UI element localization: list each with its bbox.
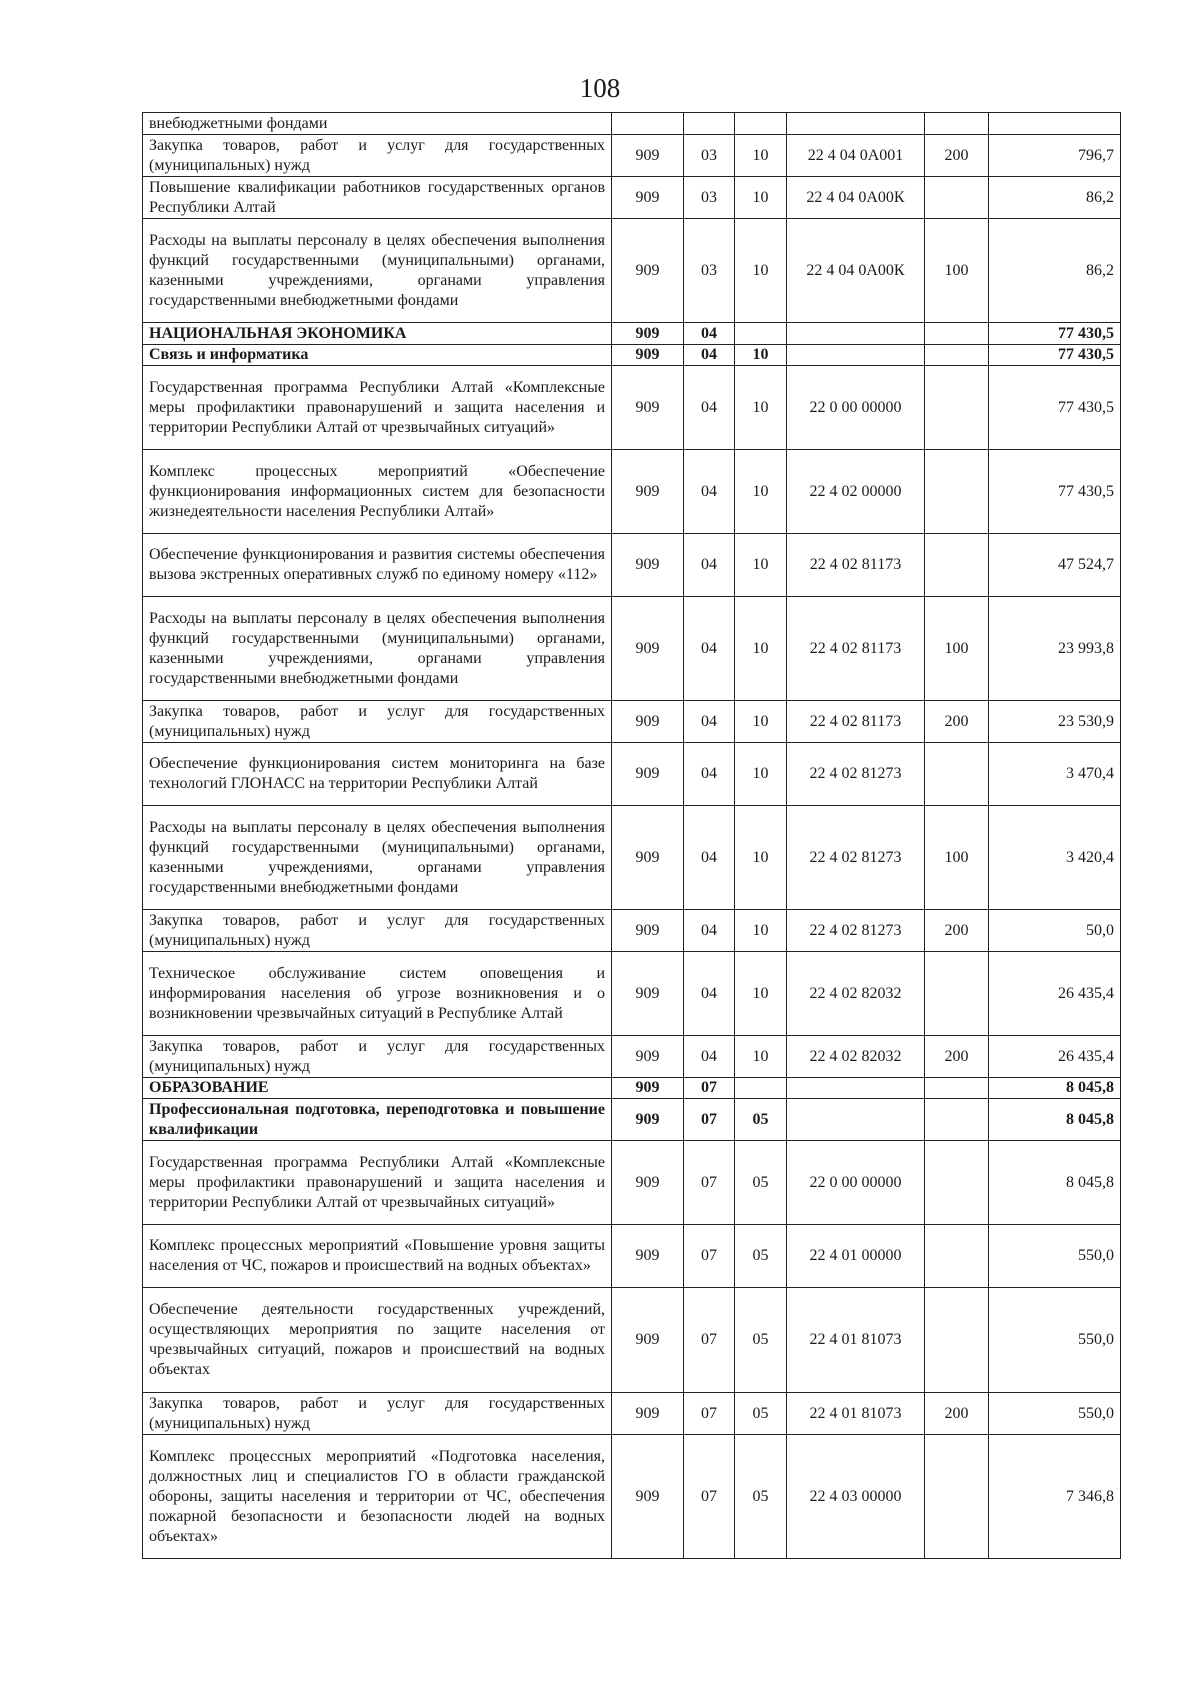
- subsection-code-cell: 05: [735, 1099, 787, 1141]
- target-article-cell: 22 4 01 81073: [787, 1288, 925, 1393]
- expense-type-cell: 100: [925, 597, 989, 701]
- expense-name-cell: Закупка товаров, работ и услуг для государственных (муниципальных) нужд: [143, 1393, 612, 1435]
- table-row: [143, 910, 1121, 952]
- section-code-cell: 07: [684, 1078, 735, 1099]
- expense-type-cell: 200: [925, 701, 989, 743]
- amount-cell: 23 530,9: [989, 701, 1121, 743]
- table-row: [143, 113, 1121, 135]
- amount-cell: 26 435,4: [989, 952, 1121, 1036]
- amount-cell: 23 993,8: [989, 597, 1121, 701]
- table-row: [143, 345, 1121, 366]
- subsection-code-cell: 05: [735, 1393, 787, 1435]
- expense-name-cell: ОБРАЗОВАНИЕ: [143, 1078, 612, 1099]
- subsection-code-cell: 10: [735, 597, 787, 701]
- subsection-code-cell: 10: [735, 345, 787, 366]
- table-row: [143, 450, 1121, 534]
- section-code-cell: 07: [684, 1393, 735, 1435]
- ministry-code-cell: 909: [612, 219, 684, 323]
- expense-type-cell: 200: [925, 135, 989, 177]
- ministry-code-cell: 909: [612, 135, 684, 177]
- table-row: [143, 1036, 1121, 1078]
- expense-type-cell: [925, 743, 989, 806]
- table-row: [143, 366, 1121, 450]
- section-code-cell: 04: [684, 701, 735, 743]
- expense-type-cell: [925, 113, 989, 135]
- target-article-cell: 22 4 02 81173: [787, 597, 925, 701]
- subsection-code-cell: 05: [735, 1225, 787, 1288]
- section-code-cell: 04: [684, 952, 735, 1036]
- section-code-cell: [684, 113, 735, 135]
- expense-type-cell: [925, 345, 989, 366]
- target-article-cell: 22 4 02 81173: [787, 701, 925, 743]
- expense-type-cell: [925, 366, 989, 450]
- ministry-code-cell: 909: [612, 806, 684, 910]
- table-row: [143, 1393, 1121, 1435]
- ministry-code-cell: 909: [612, 952, 684, 1036]
- subsection-code-cell: 10: [735, 135, 787, 177]
- subsection-code-cell: 10: [735, 701, 787, 743]
- target-article-cell: 22 4 01 00000: [787, 1225, 925, 1288]
- expense-type-cell: 100: [925, 219, 989, 323]
- ministry-code-cell: 909: [612, 1225, 684, 1288]
- target-article-cell: [787, 1099, 925, 1141]
- target-article-cell: 22 4 02 81273: [787, 910, 925, 952]
- page-number: 108: [579, 73, 621, 103]
- amount-cell: 86,2: [989, 177, 1121, 219]
- target-article-cell: 22 4 04 0А00К: [787, 177, 925, 219]
- target-article-cell: [787, 1078, 925, 1099]
- table-row: [143, 1225, 1121, 1288]
- ministry-code-cell: 909: [612, 366, 684, 450]
- target-article-cell: [787, 113, 925, 135]
- subsection-code-cell: 10: [735, 1036, 787, 1078]
- expense-name-cell: Обеспечение функционирования и развития системы обеспечения вызова экстренных оперативных служб по единому номеру «112»: [143, 534, 612, 597]
- budget-table: [142, 112, 1121, 1559]
- ministry-code-cell: 909: [612, 743, 684, 806]
- subsection-code-cell: [735, 113, 787, 135]
- target-article-cell: [787, 345, 925, 366]
- subsection-code-cell: 10: [735, 177, 787, 219]
- target-article-cell: 22 4 02 81273: [787, 743, 925, 806]
- expense-type-cell: [925, 952, 989, 1036]
- expense-name-cell: Техническое обслуживание систем оповещения и информирования населения об угрозе возникновения и о возникновении чрезвычайных ситуаций в Республике Алтай: [143, 952, 612, 1036]
- expense-type-cell: [925, 1225, 989, 1288]
- expense-name-cell: Профессиональная подготовка, переподготовка и повышение квалификации: [143, 1099, 612, 1141]
- table-row: [143, 135, 1121, 177]
- table-body: [143, 113, 1121, 1559]
- expense-type-cell: [925, 534, 989, 597]
- expense-name-cell: Закупка товаров, работ и услуг для государственных (муниципальных) нужд: [143, 135, 612, 177]
- target-article-cell: 22 4 02 81273: [787, 806, 925, 910]
- expense-name-cell: внебюджетными фондами: [143, 113, 612, 135]
- ministry-code-cell: 909: [612, 345, 684, 366]
- section-code-cell: 04: [684, 534, 735, 597]
- expense-type-cell: [925, 1078, 989, 1099]
- section-code-cell: 07: [684, 1288, 735, 1393]
- table-row: [143, 1288, 1121, 1393]
- expense-name-cell: НАЦИОНАЛЬНАЯ ЭКОНОМИКА: [143, 323, 612, 345]
- section-code-cell: 03: [684, 219, 735, 323]
- amount-cell: 7 346,8: [989, 1435, 1121, 1559]
- table-row: [143, 952, 1121, 1036]
- ministry-code-cell: 909: [612, 1435, 684, 1559]
- amount-cell: 77 430,5: [989, 345, 1121, 366]
- table-row: [143, 323, 1121, 345]
- section-code-cell: 07: [684, 1225, 735, 1288]
- table-row: [143, 219, 1121, 323]
- table-row: [143, 743, 1121, 806]
- section-code-cell: 04: [684, 366, 735, 450]
- table-row: [143, 1078, 1121, 1099]
- expense-type-cell: 200: [925, 910, 989, 952]
- table-row: [143, 1435, 1121, 1559]
- section-code-cell: 03: [684, 177, 735, 219]
- section-code-cell: 04: [684, 323, 735, 345]
- target-article-cell: 22 0 00 00000: [787, 366, 925, 450]
- ministry-code-cell: 909: [612, 177, 684, 219]
- expense-name-cell: Государственная программа Республики Алтай «Комплексные меры профилактики правонарушений и защита населения и территории Республики Алтай от чрезвычайных ситуаций»: [143, 366, 612, 450]
- ministry-code-cell: 909: [612, 450, 684, 534]
- subsection-code-cell: [735, 323, 787, 345]
- target-article-cell: 22 4 01 81073: [787, 1393, 925, 1435]
- ministry-code-cell: 909: [612, 323, 684, 345]
- target-article-cell: 22 4 02 82032: [787, 1036, 925, 1078]
- section-code-cell: 04: [684, 910, 735, 952]
- expense-name-cell: Комплекс процессных мероприятий «Подготовка населения, должностных лиц и специалистов ГО в области гражданской обороны, защиты населения и территории от ЧС, обеспечения пожарной безопасности и безопасности людей на водных объектах»: [143, 1435, 612, 1559]
- target-article-cell: 22 4 04 0А00К: [787, 219, 925, 323]
- amount-cell: 50,0: [989, 910, 1121, 952]
- ministry-code-cell: 909: [612, 1036, 684, 1078]
- amount-cell: 3 470,4: [989, 743, 1121, 806]
- subsection-code-cell: 05: [735, 1288, 787, 1393]
- table-row: [143, 1099, 1121, 1141]
- amount-cell: 77 430,5: [989, 323, 1121, 345]
- section-code-cell: 04: [684, 345, 735, 366]
- target-article-cell: 22 4 02 00000: [787, 450, 925, 534]
- ministry-code-cell: 909: [612, 1393, 684, 1435]
- subsection-code-cell: [735, 1078, 787, 1099]
- expense-name-cell: Обеспечение функционирования систем мониторинга на базе технологий ГЛОНАСС на территории Республики Алтай: [143, 743, 612, 806]
- section-code-cell: 04: [684, 1036, 735, 1078]
- section-code-cell: 07: [684, 1435, 735, 1559]
- ministry-code-cell: 909: [612, 910, 684, 952]
- expense-name-cell: Обеспечение деятельности государственных учреждений, осуществляющих мероприятия по защите населения от чрезвычайных ситуаций, пожаров и происшествий на водных объектах: [143, 1288, 612, 1393]
- amount-cell: 26 435,4: [989, 1036, 1121, 1078]
- expense-type-cell: [925, 1288, 989, 1393]
- expense-type-cell: 200: [925, 1036, 989, 1078]
- subsection-code-cell: 10: [735, 450, 787, 534]
- expense-name-cell: Закупка товаров, работ и услуг для государственных (муниципальных) нужд: [143, 701, 612, 743]
- table-row: [143, 1141, 1121, 1225]
- ministry-code-cell: 909: [612, 1288, 684, 1393]
- amount-cell: 3 420,4: [989, 806, 1121, 910]
- expense-name-cell: Связь и информатика: [143, 345, 612, 366]
- ministry-code-cell: [612, 113, 684, 135]
- expense-name-cell: Государственная программа Республики Алтай «Комплексные меры профилактики правонарушений и защита населения и территории Республики Алтай от чрезвычайных ситуаций»: [143, 1141, 612, 1225]
- table-row: [143, 597, 1121, 701]
- expense-type-cell: 200: [925, 1393, 989, 1435]
- subsection-code-cell: 10: [735, 806, 787, 910]
- amount-cell: 86,2: [989, 219, 1121, 323]
- ministry-code-cell: 909: [612, 597, 684, 701]
- subsection-code-cell: 10: [735, 219, 787, 323]
- target-article-cell: 22 0 00 00000: [787, 1141, 925, 1225]
- expense-name-cell: Расходы на выплаты персоналу в целях обеспечения выполнения функций государственными (муниципальными) органами, казенными учреждениями, органами управления государственными внебюджетными фондами: [143, 219, 612, 323]
- amount-cell: 8 045,8: [989, 1078, 1121, 1099]
- section-code-cell: 04: [684, 806, 735, 910]
- amount-cell: 550,0: [989, 1393, 1121, 1435]
- subsection-code-cell: 10: [735, 366, 787, 450]
- amount-cell: 8 045,8: [989, 1099, 1121, 1141]
- expense-type-cell: [925, 450, 989, 534]
- table-row: [143, 806, 1121, 910]
- amount-cell: 77 430,5: [989, 366, 1121, 450]
- subsection-code-cell: 10: [735, 534, 787, 597]
- target-article-cell: 22 4 04 0А001: [787, 135, 925, 177]
- expense-name-cell: Расходы на выплаты персоналу в целях обеспечения выполнения функций государственными (муниципальными) органами, казенными учреждениями, органами управления государственными внебюджетными фондами: [143, 597, 612, 701]
- expense-type-cell: [925, 177, 989, 219]
- expense-name-cell: Закупка товаров, работ и услуг для государственных (муниципальных) нужд: [143, 910, 612, 952]
- amount-cell: [989, 113, 1121, 135]
- expense-name-cell: Комплекс процессных мероприятий «Обеспечение функционирования информационных систем для безопасности жизнедеятельности населения Республики Алтай»: [143, 450, 612, 534]
- subsection-code-cell: 10: [735, 910, 787, 952]
- expense-type-cell: [925, 1435, 989, 1559]
- expense-name-cell: Повышение квалификации работников государственных органов Республики Алтай: [143, 177, 612, 219]
- subsection-code-cell: 10: [735, 952, 787, 1036]
- amount-cell: 8 045,8: [989, 1141, 1121, 1225]
- amount-cell: 796,7: [989, 135, 1121, 177]
- section-code-cell: 04: [684, 597, 735, 701]
- amount-cell: 77 430,5: [989, 450, 1121, 534]
- expense-name-cell: Закупка товаров, работ и услуг для государственных (муниципальных) нужд: [143, 1036, 612, 1078]
- table-row: [143, 701, 1121, 743]
- section-code-cell: 04: [684, 743, 735, 806]
- amount-cell: 550,0: [989, 1288, 1121, 1393]
- ministry-code-cell: 909: [612, 1141, 684, 1225]
- subsection-code-cell: 10: [735, 743, 787, 806]
- target-article-cell: 22 4 02 82032: [787, 952, 925, 1036]
- section-code-cell: 07: [684, 1141, 735, 1225]
- ministry-code-cell: 909: [612, 1078, 684, 1099]
- expense-name-cell: Расходы на выплаты персоналу в целях обеспечения выполнения функций государственными (муниципальными) органами, казенными учреждениями, органами управления государственными внебюджетными фондами: [143, 806, 612, 910]
- expense-type-cell: [925, 1099, 989, 1141]
- target-article-cell: 22 4 02 81173: [787, 534, 925, 597]
- ministry-code-cell: 909: [612, 1099, 684, 1141]
- table-row: [143, 534, 1121, 597]
- ministry-code-cell: 909: [612, 701, 684, 743]
- section-code-cell: 03: [684, 135, 735, 177]
- ministry-code-cell: 909: [612, 534, 684, 597]
- subsection-code-cell: 05: [735, 1435, 787, 1559]
- section-code-cell: 04: [684, 450, 735, 534]
- target-article-cell: [787, 323, 925, 345]
- target-article-cell: 22 4 03 00000: [787, 1435, 925, 1559]
- expense-type-cell: [925, 1141, 989, 1225]
- table-row: [143, 177, 1121, 219]
- expense-type-cell: [925, 323, 989, 345]
- amount-cell: 47 524,7: [989, 534, 1121, 597]
- expense-type-cell: 100: [925, 806, 989, 910]
- expense-name-cell: Комплекс процессных мероприятий «Повышение уровня защиты населения от ЧС, пожаров и происшествий на водных объектах»: [143, 1225, 612, 1288]
- section-code-cell: 07: [684, 1099, 735, 1141]
- subsection-code-cell: 05: [735, 1141, 787, 1225]
- amount-cell: 550,0: [989, 1225, 1121, 1288]
